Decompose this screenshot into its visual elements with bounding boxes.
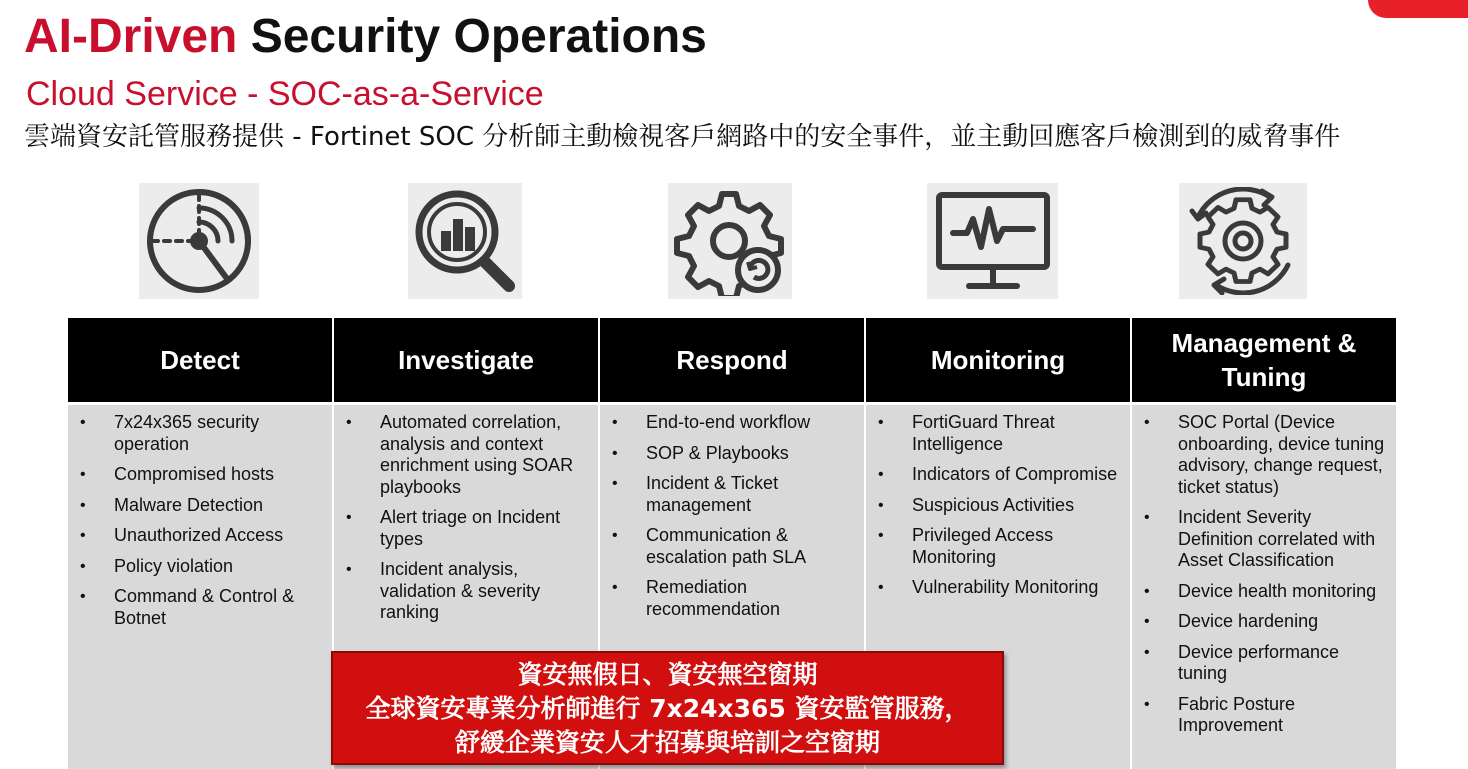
- list-item: • End-to-end workflow: [600, 412, 854, 434]
- list-item: • Compromised hosts: [68, 464, 322, 486]
- page-title: [24, 8, 707, 66]
- magnifier-chart-icon: [411, 186, 519, 296]
- list-item: • 7x24x365 security operation: [68, 412, 322, 455]
- callout-line-1: 資安無假日、資安無空窗期: [517, 660, 818, 689]
- list-item: • Unauthorized Access: [68, 525, 322, 547]
- list-item: • SOC Portal (Device onboarding, device tuning advisory, change request, ticket status): [1132, 412, 1386, 498]
- monitor-icon-box: [927, 183, 1058, 299]
- item-list: [1132, 405, 1396, 737]
- gear-refresh-icon: [674, 186, 786, 296]
- column-management-tuning: [1132, 318, 1396, 769]
- list-item: • Incident Severity Definition correlated with Asset Classification: [1132, 507, 1386, 572]
- page-tagline: 雲端資安託管服務提供 - Fortinet SOC 分析師主動檢視客戶網路中的安全事件，並主動回應客戶檢測到的威脅事件: [24, 122, 1341, 152]
- list-item: • SOP & Playbooks: [600, 443, 854, 465]
- column-body: [1132, 402, 1396, 769]
- column-heading: Investigate: [334, 318, 598, 402]
- list-item: • Vulnerability Monitoring: [866, 577, 1120, 599]
- list-item: • Malware Detection: [68, 495, 322, 517]
- corner-accent-tab: [1368, 0, 1468, 18]
- column-body: [68, 402, 332, 769]
- list-item: • Fabric Posture Improvement: [1132, 694, 1386, 737]
- list-item: • FortiGuard Threat Intelligence: [866, 412, 1120, 455]
- list-item: • Privileged Access Monitoring: [866, 525, 1120, 568]
- gear-icon-box: [668, 183, 792, 299]
- monitor-pulse-icon: [933, 189, 1053, 293]
- title-rest: Security Operations: [250, 10, 707, 63]
- column-heading: Monitoring: [866, 318, 1130, 402]
- list-item: • Incident analysis, validation & severity ranking: [334, 559, 588, 624]
- item-list: [68, 405, 332, 629]
- column-heading: Detect: [68, 318, 332, 402]
- list-item: • Device health monitoring: [1132, 581, 1386, 603]
- list-item: • Device hardening: [1132, 611, 1386, 633]
- item-list: [600, 405, 864, 620]
- cycle-icon-box: [1179, 183, 1307, 299]
- column-heading: Respond: [600, 318, 864, 402]
- title-accent: AI-Driven: [24, 10, 238, 63]
- radar-icon-box: [139, 183, 259, 299]
- radar-icon: [144, 186, 254, 296]
- page-subtitle: Cloud Service - SOC-as-a-Service: [26, 75, 544, 113]
- magnifier-icon-box: [408, 183, 522, 299]
- list-item: • Suspicious Activities: [866, 495, 1120, 517]
- item-list: [866, 405, 1130, 599]
- item-list: [334, 405, 598, 624]
- list-item: • Device performance tuning: [1132, 642, 1386, 685]
- column-heading: Management & Tuning: [1132, 318, 1396, 402]
- list-item: • Policy violation: [68, 556, 322, 578]
- gear-cycle-icon: [1184, 187, 1302, 295]
- list-item: • Command & Control & Botnet: [68, 586, 322, 629]
- column-detect: [68, 318, 332, 769]
- list-item: • Communication & escalation path SLA: [600, 525, 854, 568]
- callout-line-2: 全球資安專業分析師進行 7x24x365 資安監管服務，: [365, 694, 970, 723]
- list-item: • Incident & Ticket management: [600, 473, 854, 516]
- list-item: • Alert triage on Incident types: [334, 507, 588, 550]
- callout-banner: [331, 651, 1004, 765]
- list-item: • Automated correlation, analysis and context enrichment using SOAR playbooks: [334, 412, 588, 498]
- list-item: • Indicators of Compromise: [866, 464, 1120, 486]
- list-item: • Remediation recommendation: [600, 577, 854, 620]
- callout-line-3: 舒緩企業資安人才招募與培訓之空窗期: [454, 728, 880, 757]
